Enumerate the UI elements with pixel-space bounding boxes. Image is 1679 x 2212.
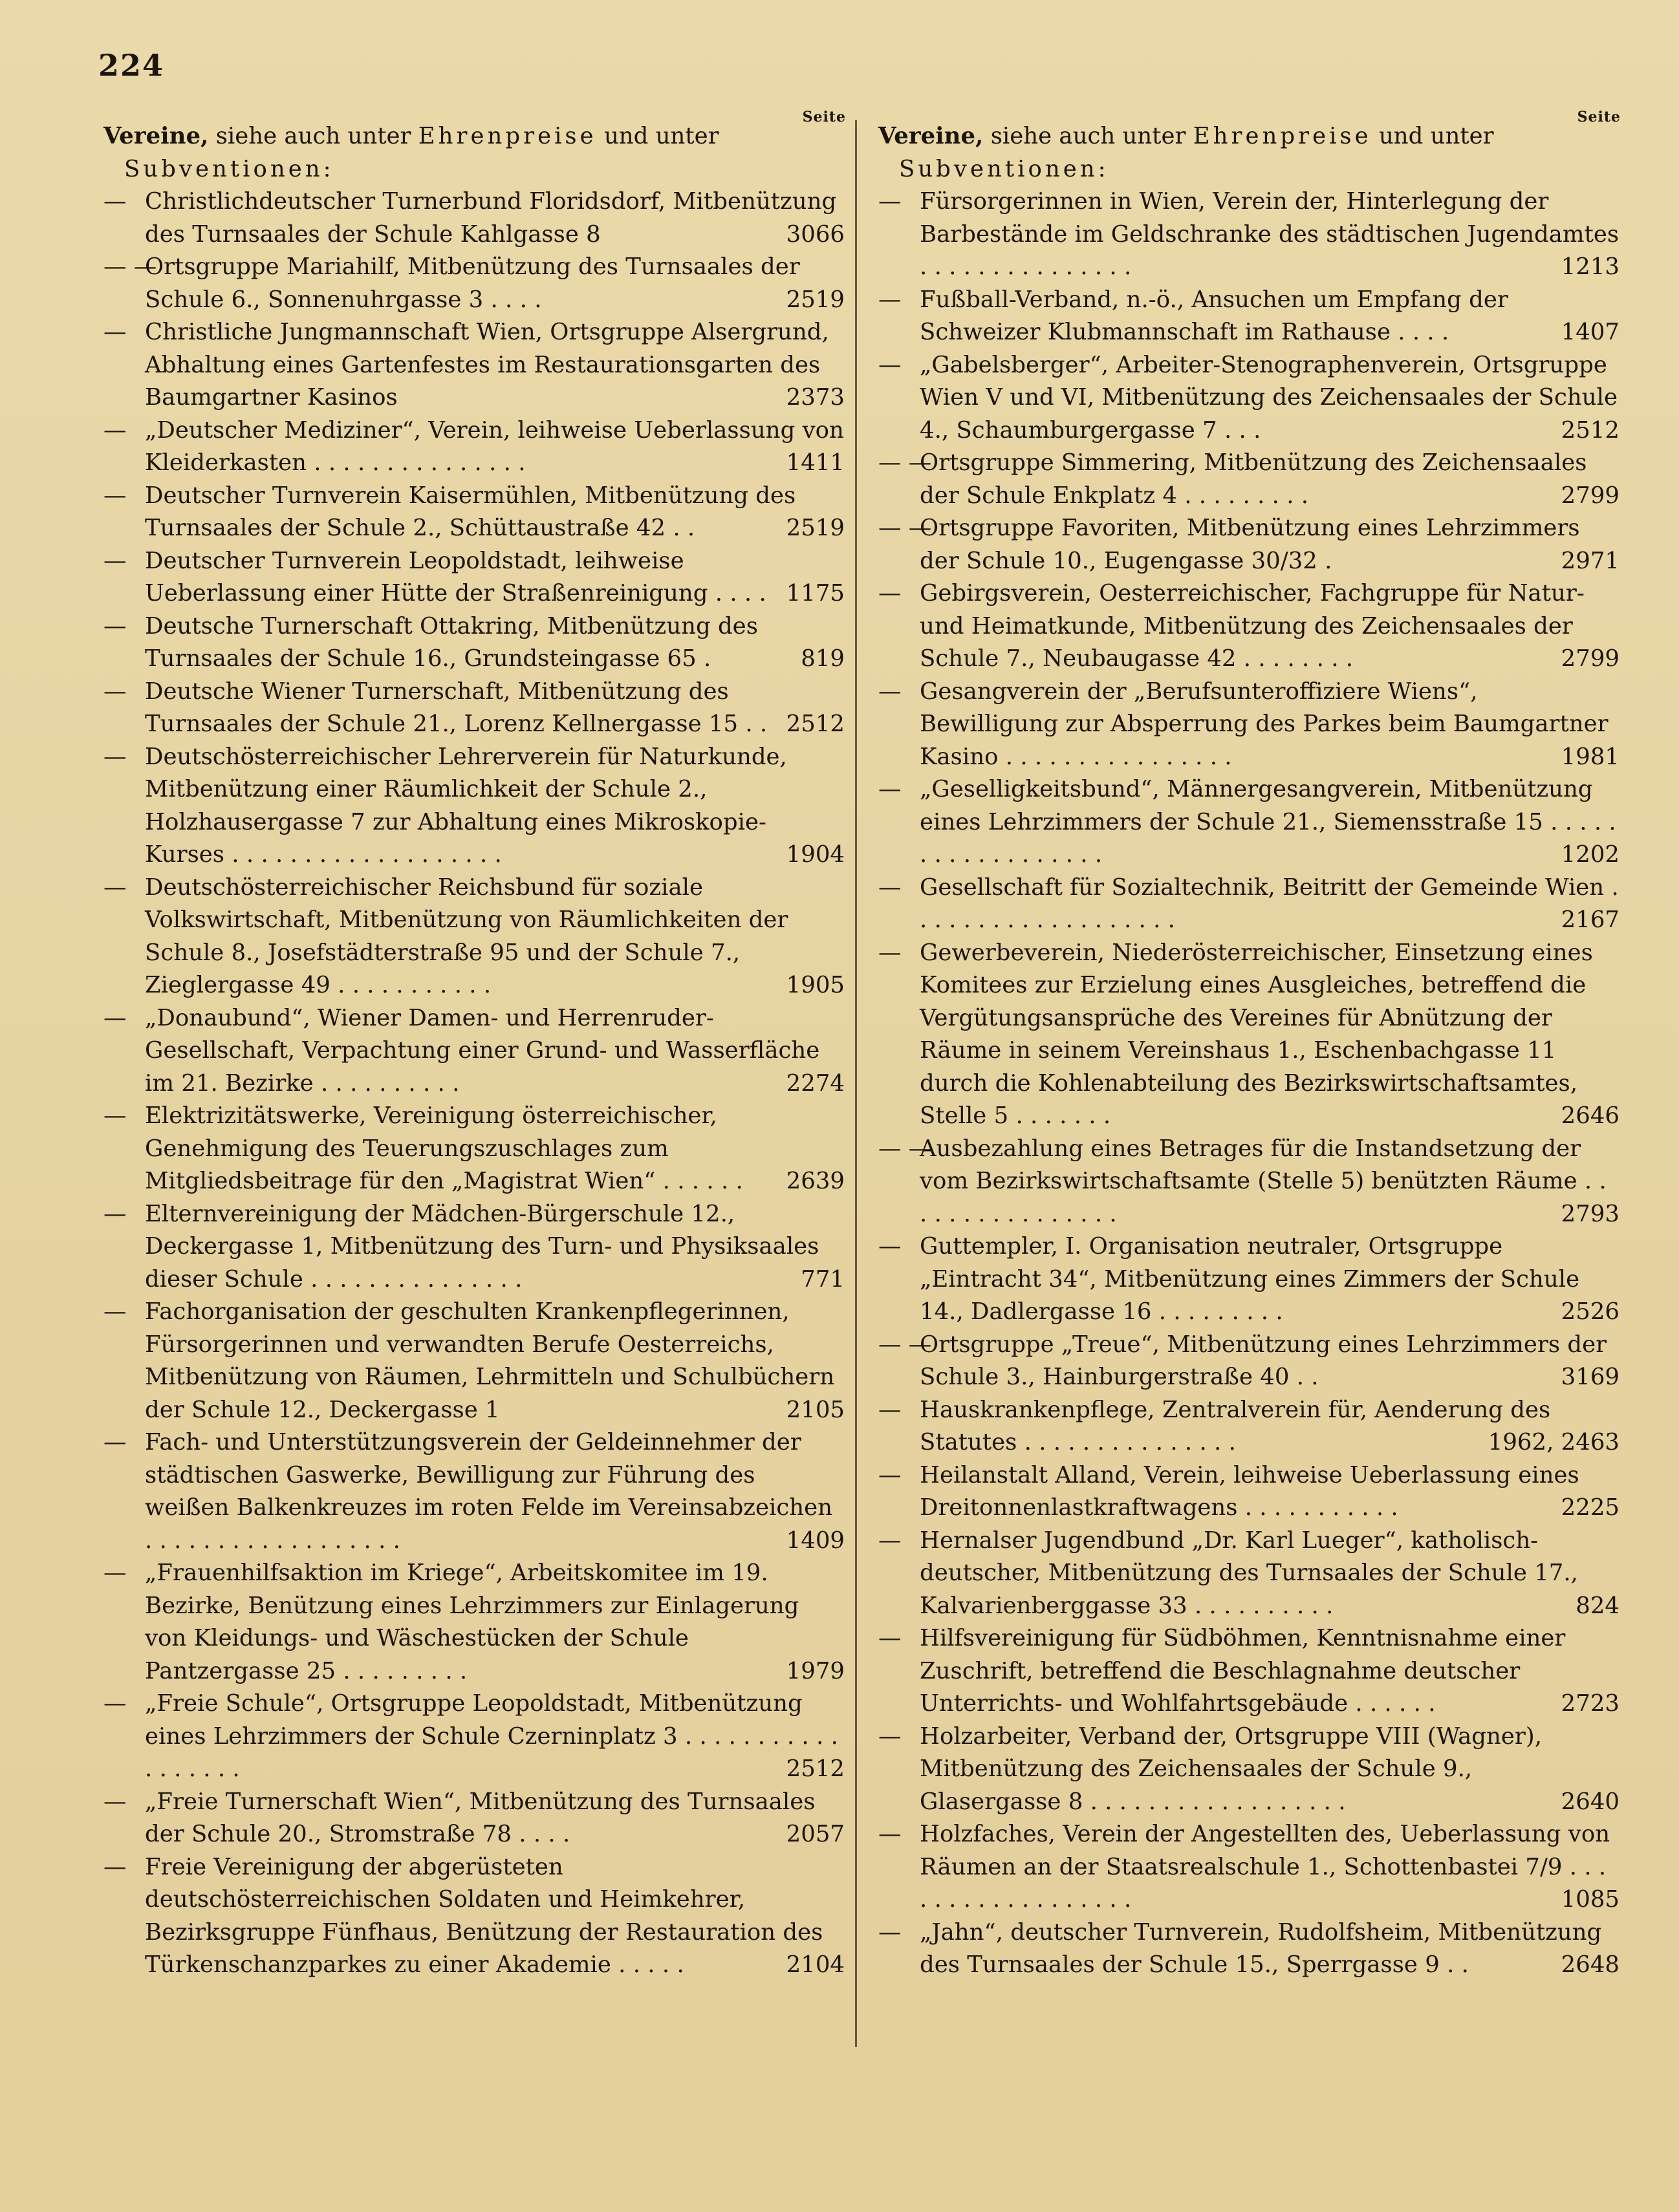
entry-page-ref: 3169 [1561,1364,1619,1390]
entry-text: „Deutscher Mediziner“, Verein, leihweise Ueberlassung von Kleiderkasten . . . . . . . . . . . . . . . [145,416,844,476]
entry-page-ref: 2167 [1561,907,1619,933]
entry-text: Fußball-Verband, n.-ö., Ansuchen um Empfang der Schweizer Klubmannschaft im Rathause . . . . [920,286,1508,345]
entry-dash: — [103,319,127,345]
entry-text: „Freie Schule“, Ortsgruppe Leopoldstadt, Mitbenützung eines Lehrzimmers der Schule Czerninplatz 3 . . . . . . . . . . . . . . . . . . [145,1690,838,1782]
entry-page-ref: 2512 [786,1756,845,1782]
entry-dash: — [878,1723,902,1750]
entry-page-ref: 2723 [1561,1690,1619,1717]
entry-page-ref: 771 [801,1265,845,1293]
entry-dash: — — [878,1135,932,1162]
heading-ref-subventionen: Subventionen: [899,155,1109,182]
entry-text: Gebirgsverein, Oesterreichischer, Fachgruppe für Natur- und Heimatkunde, Mitbenützung des Zeichensaales der Schule 7., Neubaugasse 42 . . . . . . . . [920,580,1585,672]
entry-text: Deutsche Wiener Turnerschaft, Mitbenützung des Turnsaales der Schule 21., Lorenz Kellnergasse 15 . . [145,678,768,737]
index-entry [878,1917,1619,1982]
entry-text: Hilfsvereinigung für Südböhmen, Kenntnisnahme einer Zuschrift, betreffend die Beschlagnahme deutscher Unterrichts- und Wohlfahrtsgebäude . . . . . . [920,1625,1566,1717]
index-entry [878,1459,1619,1525]
index-entry [103,480,845,545]
entry-dash: — [878,351,902,378]
index-entry [878,349,1619,447]
index-entry [878,1133,1619,1231]
entry-dash: — — [103,253,157,280]
index-entry [103,741,845,872]
index-entry [103,251,845,316]
entry-page-ref: 2646 [1561,1102,1619,1129]
entry-text: Deutscher Turnverein Leopoldstadt, leihweise Ueberlassung einer Hütte der Straßenreinigung . . . . [145,547,766,607]
entry-page-ref: 2512 [786,711,845,737]
entry-dash: — [103,1853,127,1880]
entry-page-ref: 2519 [786,515,845,541]
entry-dash: — [103,678,127,705]
entry-text: Ortsgruppe „Treue“, Mitbenützung eines Lehrzimmers der Schule 3., Hainburgerstraße 40 . . [920,1331,1607,1390]
index-entry [103,1296,845,1426]
index-entry [103,1426,845,1557]
index-entry [878,1230,1619,1329]
entry-page-ref: 2512 [1561,416,1619,444]
entry-text: Hauskrankenpflege, Zentralverein für, Aenderung des Statutes . . . . . . . . . . . . . . . [920,1396,1551,1455]
index-entry [103,872,845,1002]
entry-dash: — [103,188,127,215]
heading-ref-ehrenpreise: Ehrenpreise [418,123,597,149]
entry-dash: — — [878,515,932,541]
entry-dash: — [103,1102,127,1129]
index-entry [103,1002,845,1101]
entry-dash: — [878,1233,902,1260]
section-heading-right [878,120,1619,186]
index-entry [878,447,1619,512]
entry-page-ref: 819 [801,645,845,672]
heading-lead: Vereine, [103,123,209,149]
entry-text: Elternvereinigung der Mädchen-Bürgerschule 12., Deckergasse 1, Mitbenützung des Turn- und Physiksaales dieser Schule . . . . . . . . . . . . . . . [145,1200,819,1293]
entry-dash: — [878,1821,902,1847]
entry-page-ref: 2639 [786,1168,845,1194]
index-entry [103,1557,845,1688]
index-entry [878,872,1619,937]
index-entry [103,1100,845,1198]
column-divider [855,120,857,2047]
entry-dash: — [103,1788,127,1815]
entry-dash: — [103,482,127,509]
index-entry [103,545,845,610]
entry-text: Christliche Jungmannschaft Wien, Ortsgruppe Alsergrund, Abhaltung eines Gartenfestes im Restaurationsgarten des Baumgartner Kasinos [145,319,829,411]
index-entry [103,1786,845,1851]
entry-page-ref: 2225 [1561,1494,1619,1521]
entry-page-ref: 1085 [1561,1886,1619,1913]
entry-page-ref: 1904 [786,841,845,868]
index-entry [878,284,1619,349]
entry-dash: — — [878,449,932,476]
entry-page-ref: 2104 [786,1951,845,1978]
entry-text: Christlichdeutscher Turnerbund Floridsdorf, Mitbenützung des Turnsaales der Schule Kahlgasse 8 [145,188,837,248]
entry-text: „Gabelsberger“, Arbeiter-Stenographenverein, Ortsgruppe Wien V und VI, Mitbenützung des Zeichensaales der Schule 4., Schaumburgergasse 7 . . . [920,351,1618,444]
entry-text: Freie Vereinigung der abgerüsteten deutschösterreichischen Soldaten und Heimkehrer, Bezirksgruppe Fünfhaus, Benützung der Restauration des Türkenschanzparkes zu einer Akademie . . . . . [145,1853,823,1978]
index-entry [878,676,1619,774]
section-heading-left [103,120,845,186]
heading-text-2: und unter [596,123,719,149]
heading-text: siehe auch unter [208,123,418,149]
index-entry [878,1394,1619,1459]
entry-page-ref: 1409 [786,1527,845,1554]
entry-text: „Geselligkeitsbund“, Männergesangverein, Mitbenützung eines Lehrzimmers der Schule 21., Siemensstraße 15 . . . . . . . . . . . . . . . . . . [920,776,1616,868]
entry-dash: — [878,1918,902,1946]
entry-dash: — [878,188,902,215]
index-entry [103,414,845,480]
entry-dash: — [103,743,127,770]
entry-dash: — [103,1560,127,1586]
entry-text: Ortsgruppe Favoriten, Mitbenützung eines Lehrzimmers der Schule 10., Eugengasse 30/32 . [920,515,1580,574]
entry-text: „Freie Turnerschaft Wien“, Mitbenützung des Turnsaales der Schule 20., Stromstraße 78 . . . . [145,1788,816,1847]
entry-dash: — [103,1004,127,1031]
entry-page-ref: 824 [1576,1592,1619,1619]
index-entry [103,1198,845,1296]
entry-text: „Jahn“, deutscher Turnverein, Rudolfsheim, Mitbenützung des Turnsaales der Schule 15., Sperrgasse 9 . . [920,1918,1602,1978]
entry-page-ref: 1981 [1561,743,1619,770]
entry-page-ref: 2274 [786,1069,845,1097]
page-number: 224 [98,48,165,83]
entry-text: Holzfaches, Verein der Angestellten des, Ueberlassung von Räumen an der Staatsrealschule 1., Schottenbastei 7/9 . . . . . . . . . . . . . . . . . . [920,1821,1610,1913]
entry-page-ref: 1407 [1561,319,1619,345]
left-column [103,109,846,1982]
index-entry [878,186,1619,284]
entry-dash: — — [878,1331,932,1358]
heading-text-2: und unter [1371,123,1494,149]
entry-dash: — [878,678,902,705]
seite-label-right: Seite [1577,109,1621,125]
entry-page-ref: 2799 [1561,482,1619,509]
entry-text: Holzarbeiter, Verband der, Ortsgruppe VIII (Wagner), Mitbenützung des Zeichensaales der Schule 9., Glasergasse 8 . . . . . . . . . . . . . . . . . . [920,1723,1542,1815]
entry-text: Fach- und Unterstützungsverein der Geldeinnehmer der städtischen Gaswerke, Bewilligung zur Führung des weißen Balkenkreuzes im roten Felde im Vereinsabzeichen . . . . . . . . . . . . . . . . . . [145,1429,832,1554]
entry-dash: — [878,286,902,313]
index-entry [103,186,845,251]
index-entry [878,1622,1619,1721]
index-entry [103,676,845,741]
index-entry [878,937,1619,1133]
entry-text: Gesellschaft für Sozialtechnik, Beitritt der Gemeinde Wien . . . . . . . . . . . . . . . . . . . [920,874,1619,933]
index-entry [103,1688,845,1786]
entry-dash: — [878,1461,902,1488]
entry-dash: — [103,1429,127,1455]
right-column [878,109,1621,1982]
entry-text: Ausbezahlung eines Betrages für die Instandsetzung der vom Bezirkswirtschaftsamte (Stelle 5) benützten Räume . . . . . . . . . . . . . . . . [920,1135,1607,1227]
index-entry [878,512,1619,577]
heading-ref-ehrenpreise: Ehrenpreise [1193,123,1372,149]
entry-dash: — [103,1690,127,1717]
entry-text: Fachorganisation der geschulten Krankenpflegerinnen, Fürsorgerinnen und verwandten Berufe Oesterreichs, Mitbenützung von Räumen, Lehrmitteln und Schulbüchern der Schule 12., Deckergasse 1 [145,1298,835,1423]
entry-page-ref: 2526 [1561,1298,1619,1325]
entry-page-ref: 1202 [1561,841,1619,868]
entry-text: Deutschösterreichischer Lehrerverein für Naturkunde, Mitbenützung einer Räumlichkeit der Schule 2., Holzhausergasse 7 zur Abhaltung eines Mikroskopie-Kurses . . . . . . . . . . . . . . . . . . . [145,743,787,868]
entry-text: Heilanstalt Alland, Verein, leihweise Ueberlassung eines Dreitonnenlastkraftwagens . . . . . . . . . . . [920,1461,1579,1521]
entry-text: „Frauenhilfsaktion im Kriege“, Arbeitskomitee im 19. Bezirke, Benützung eines Lehrzimmers zur Einlagerung von Kleidungs- und Wäschestücken der Schule Pantzergasse 25 . . . . . . . . . [145,1560,799,1684]
index-entry [103,316,845,414]
entry-dash: — [103,874,127,901]
entry-dash: — [878,1527,902,1554]
index-entry [878,1721,1619,1819]
entry-page-ref: 1905 [786,972,845,998]
entry-page-ref: 2373 [786,384,845,411]
entry-text: Deutschösterreichischer Reichsbund für soziale Volkswirtschaft, Mitbenützung von Räumlichkeiten der Schule 8., Josefstädterstraße 95 und der Schule 7., Zieglergasse 49 . . . . . . . . . . . [145,874,788,998]
entry-page-ref: 1411 [786,449,845,476]
index-entry [103,1851,845,1982]
entry-page-ref: 1213 [1561,253,1619,280]
entry-page-ref: 1175 [786,580,845,607]
entry-dash: — [103,416,127,444]
entry-page-ref: 2793 [1561,1200,1619,1227]
entry-text: Deutscher Turnverein Kaisermühlen, Mitbenützung des Turnsaales der Schule 2., Schüttaustraße 42 . . [145,482,796,541]
entry-page-ref: 3066 [786,220,845,248]
entry-dash: — [878,939,902,966]
entry-page-ref: 1962, 2463 [1488,1429,1619,1455]
heading-text: siehe auch unter [983,123,1193,149]
entry-page-ref: 2799 [1561,645,1619,672]
heading-lead: Vereine, [878,123,984,149]
index-entry [878,773,1619,872]
entry-page-ref: 1979 [786,1657,845,1684]
entry-page-ref: 2105 [786,1396,845,1423]
entry-text: Ortsgruppe Mariahilf, Mitbenützung des Turnsaales der Schule 6., Sonnenuhrgasse 3 . . . . [145,253,800,313]
index-entry [103,610,845,676]
index-entry [878,1818,1619,1917]
entry-text: Hernalser Jugendbund „Dr. Karl Lueger“, katholisch-deutscher, Mitbenützung des Turnsaales der Schule 17., Kalvarienberggasse 33 . . . . . . . . . . [920,1527,1578,1619]
entry-page-ref: 2519 [786,286,845,313]
entry-dash: — [103,547,127,574]
seite-label-left: Seite [802,109,846,125]
entry-text: „Donaubund“, Wiener Damen- und Herrenruder-Gesellschaft, Verpachtung einer Grund- und Wasserfläche im 21. Bezirke . . . . . . . . . . [145,1004,820,1097]
entry-dash: — [103,612,127,639]
entry-text: Ortsgruppe Simmering, Mitbenützung des Zeichensaales der Schule Enkplatz 4 . . . . . . . . . [920,449,1587,509]
entry-dash: — [103,1200,127,1227]
entry-text: Deutsche Turnerschaft Ottakring, Mitbenützung des Turnsaales der Schule 16., Grundsteingasse 65 . [145,612,758,672]
entry-page-ref: 2640 [1561,1788,1619,1815]
entry-dash: — [878,1396,902,1423]
heading-ref-subventionen: Subventionen: [124,155,334,182]
entry-dash: — [103,1298,127,1325]
entry-text: Guttempler, I. Organisation neutraler, Ortsgruppe „Eintracht 34“, Mitbenützung eines Zimmers der Schule 14., Dadlergasse 16 . . . . . . . . . [920,1233,1580,1325]
index-entry [878,1329,1619,1394]
entry-dash: — [878,874,902,901]
entry-page-ref: 2648 [1561,1951,1619,1978]
entry-text: Fürsorgerinnen in Wien, Verein der, Hinterlegung der Barbestände im Geldschranke des städtischen Jugendamtes . . . . . . . . . . . . . . . [920,188,1619,280]
entry-dash: — [878,776,902,802]
entry-dash: — [878,580,902,607]
entry-text: Elektrizitätswerke, Vereinigung österreichischer, Genehmigung des Teuerungszuschlages zum Mitgliedsbeitrage für den „Magistrat Wien“ . . . . . . [145,1102,743,1194]
entry-text: Gesangverein der „Berufsunteroffiziere Wiens“, Bewilligung zur Absperrung des Parkes beim Baumgartner Kasino . . . . . . . . . . . . . . . . [920,678,1609,770]
entry-page-ref: 2971 [1561,547,1619,574]
entry-text: Gewerbeverein, Niederösterreichischer, Einsetzung eines Komitees zur Erzielung eines Ausgleiches, betreffend die Vergütungsansprüche des Vereines für Abnützung der Räume in seinem Vereinshaus 1., Eschenbachgasse 11 durch die Kohlenabteilung des Bezirkswirtschaftsamtes, Stelle 5 . . . . . . . [920,939,1593,1129]
entry-page-ref: 2057 [786,1821,845,1847]
entry-dash: — [878,1625,902,1651]
index-entry [878,1525,1619,1623]
index-entry [878,577,1619,676]
